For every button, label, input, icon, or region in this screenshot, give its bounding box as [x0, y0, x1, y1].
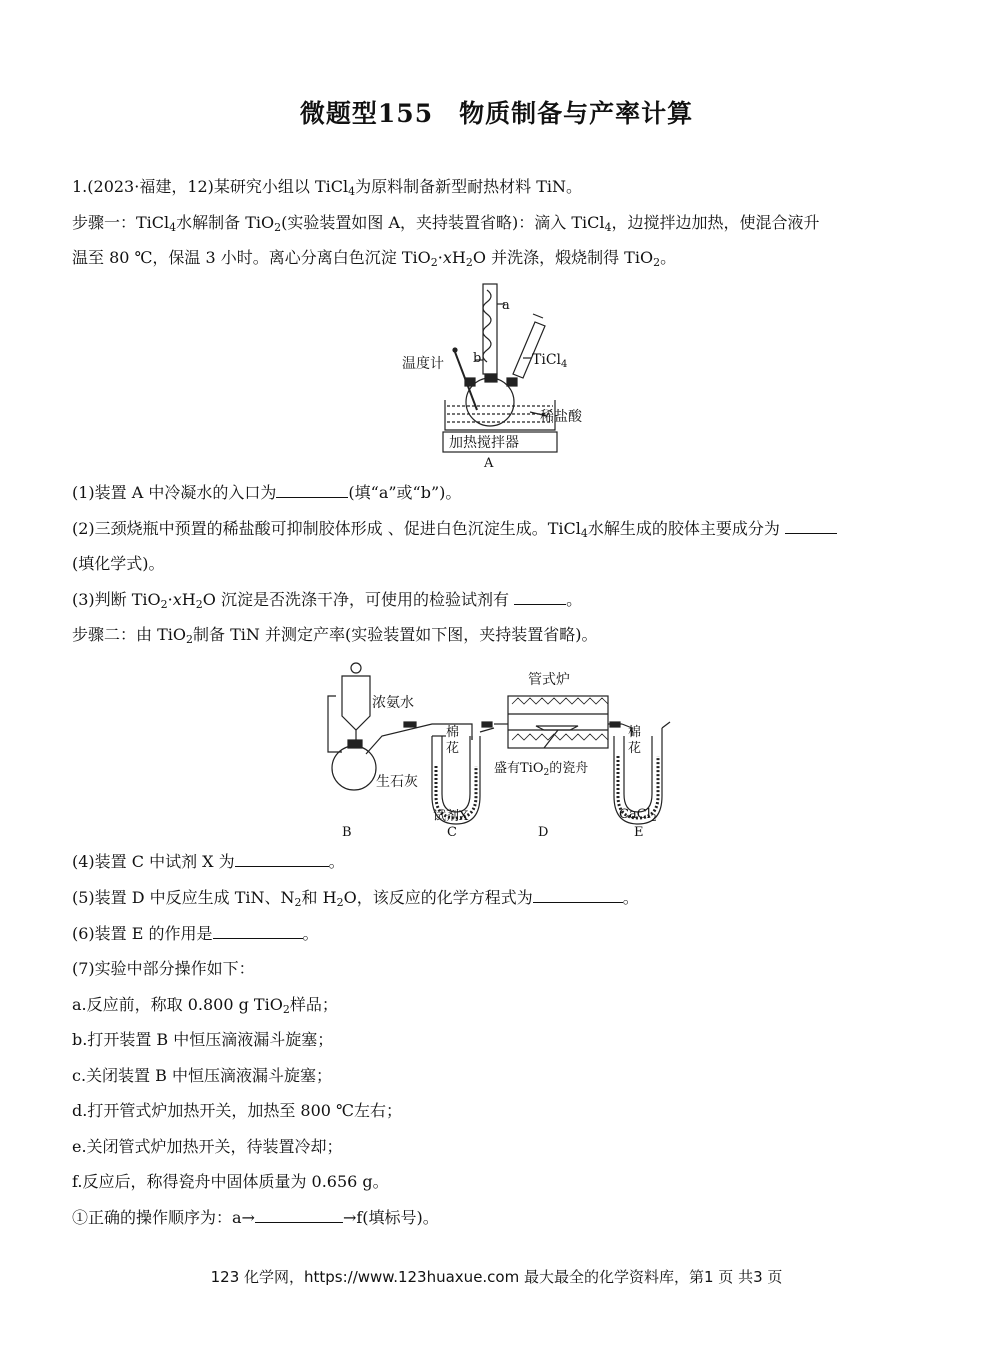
label-cotton-c1: 棉: [446, 725, 460, 740]
answer-blank-2[interactable]: [785, 519, 837, 534]
tube-furnace: [508, 696, 608, 748]
operation-b: b.打开装置 B 中恒压滴液漏斗旋塞；: [72, 1030, 334, 1049]
question-1: (1)装置 A 中冷凝水的入口为 (填“a”或“b”)。: [72, 483, 462, 502]
operation-a: a.反应前，称取 0.800 g TiO$_2$样品；: [72, 995, 338, 1016]
pressure-funnel: [342, 676, 370, 730]
question-intro: 1.(2023·福建，12)某研究小组以 TiCl$_4$为原料制备新型耐热材料 TiN。: [72, 177, 583, 198]
step1-text: 步骤一：TiCl$_4$水解制备 TiO$_2$(实验装置如图 A，夹持装置省略)：滴入 TiCl$_4$，边搅拌边加热，使混合液升: [72, 213, 820, 234]
caption-d: D: [538, 825, 549, 840]
question-7: (7)实验中部分操作如下：: [72, 959, 255, 978]
answer-blank-1[interactable]: [276, 483, 348, 498]
operation-c: c.关闭装置 B 中恒压滴液漏斗旋塞；: [72, 1066, 332, 1085]
step1-text-line2: 温至 80 ℃，保温 3 小时。离心分离白色沉淀 $TiO_2\cdot xH_2O$ 并洗涤，煅烧制得 TiO$_2$。: [72, 248, 677, 269]
label-lime: 生石灰: [376, 774, 418, 790]
step2-text: 步骤二：由 TiO$_2$制备 TiN 并测定产率(实验装置如下图，夹持装置省略)。: [72, 625, 598, 646]
label-boat: 盛有TiO$_2$的瓷舟: [494, 761, 589, 778]
water-bath: [445, 400, 555, 430]
label-cotton-e1: 棉: [628, 725, 642, 740]
answer-blank-3[interactable]: [514, 590, 566, 605]
label-thermometer: 温度计: [402, 356, 444, 372]
label-furnace: 管式炉: [528, 672, 570, 688]
answer-blank-6[interactable]: [213, 924, 303, 939]
question-2: (2)三颈烧瓶中预置的稀盐酸可抑制胶体形成 、促进白色沉淀生成。TiCl$_4$水解生成的胶体主要成分为: [72, 518, 837, 545]
question-7-sequence: ①正确的操作顺序为：a→ →f(填标号)。: [72, 1208, 439, 1227]
figure-bcde-apparatus: [322, 656, 672, 844]
label-heater: 加热搅拌器: [449, 435, 519, 451]
question-3: (3)判断 $TiO_2\cdot xH_2O$ 沉淀是否洗涤干净，可使用的检验试剂有 。: [72, 590, 583, 611]
round-flask: [332, 746, 376, 790]
label-acid: 稀盐酸: [540, 409, 582, 425]
operation-d: d.打开管式炉加热开关，加热至 800 ℃左右；: [72, 1101, 402, 1120]
question-6: (6)装置 E 的作用是 。: [72, 924, 319, 943]
label-a: a: [502, 298, 510, 313]
label-b: b: [473, 351, 482, 366]
caption-c: C: [447, 825, 457, 840]
question-4: (4)装置 C 中试剂 X 为 。: [72, 852, 345, 871]
dropping-funnel: [513, 322, 545, 378]
answer-blank-5[interactable]: [533, 888, 623, 903]
label-reagent-x: 试剂X: [433, 809, 469, 824]
page-footer: 123 化学网，https://www.123huaxue.com 最大最全的化学资料库，第1 页 共3 页: [210, 1268, 783, 1286]
page-title: 微题型155 物质制备与产率计算: [299, 99, 694, 128]
label-cotton-c2: 花: [446, 741, 460, 756]
label-ammonia: 浓氨水: [372, 695, 414, 711]
operation-f: f.反应后，称得瓷舟中固体质量为 0.656 g。: [72, 1172, 389, 1191]
caption-a: A: [484, 456, 494, 471]
answer-blank-7[interactable]: [255, 1208, 343, 1223]
caption-b: B: [342, 825, 352, 840]
question-2-cont: (填化学式)。: [72, 554, 165, 573]
operation-e: e.关闭管式炉加热开关，待装置冷却；: [72, 1137, 343, 1156]
porcelain-boat: [536, 726, 578, 730]
label-ticl4: TiCl$_4$: [532, 352, 568, 370]
label-cotton-e2: 花: [628, 741, 642, 756]
figure-a-apparatus: [395, 282, 605, 474]
caption-e: E: [634, 825, 644, 840]
question-5: (5)装置 D 中反应生成 TiN、$N_2$和 $H_2O$，该反应的化学方程式为 。: [72, 888, 639, 909]
label-cacl2: CaCl$_2$: [619, 807, 657, 824]
answer-blank-4[interactable]: [235, 852, 329, 867]
